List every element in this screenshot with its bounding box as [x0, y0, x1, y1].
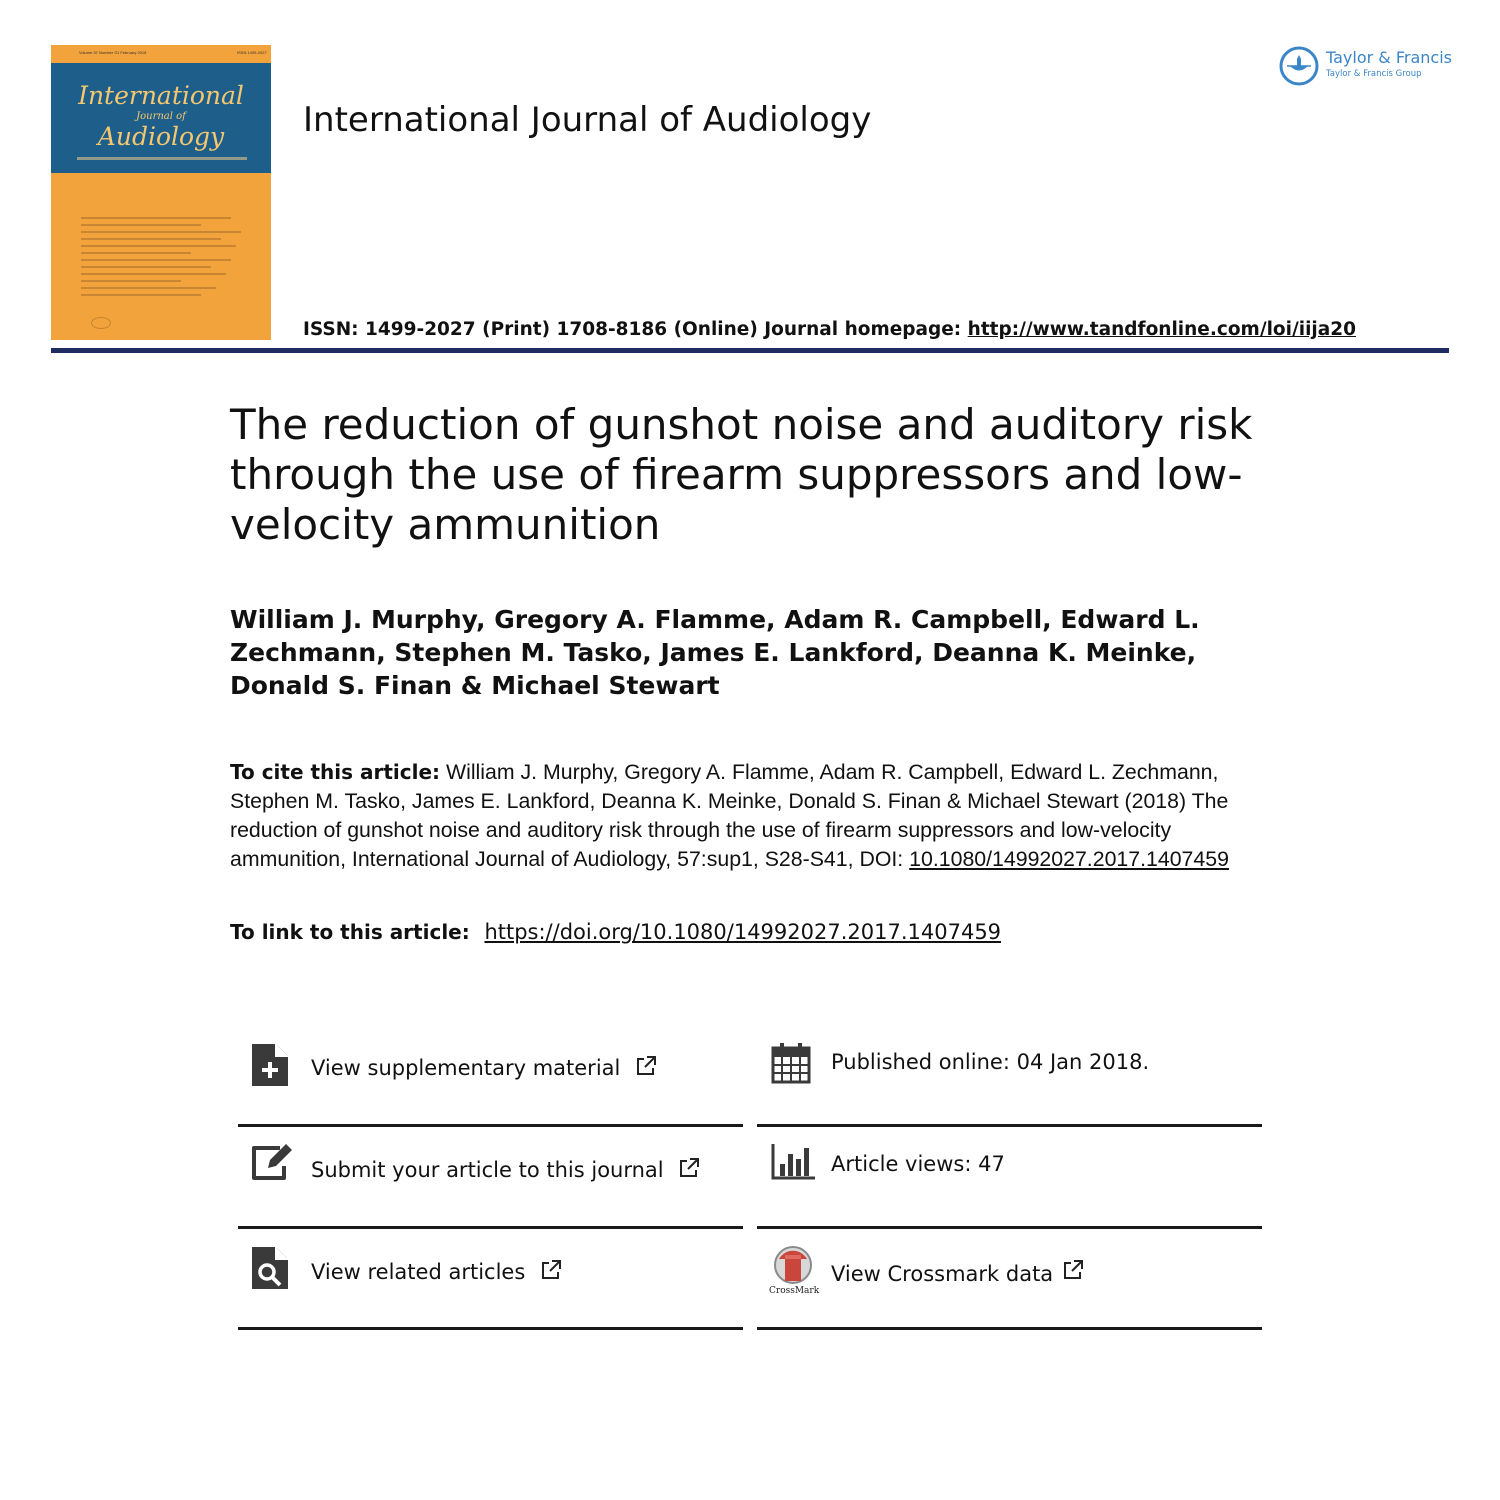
file-search-icon: [250, 1245, 290, 1291]
crossmark-link[interactable]: [757, 1243, 1262, 1315]
divider: [757, 1327, 1262, 1330]
journal-homepage-link[interactable]: http://www.tandfonline.com/loi/iija20: [967, 319, 1356, 340]
cover-contents-lines: [81, 217, 251, 301]
taylor-francis-logo-icon: [1278, 45, 1320, 87]
citation-label: To cite this article:: [230, 760, 441, 784]
issn-line: [303, 319, 1356, 340]
divider: [238, 1226, 743, 1229]
cover-subtitle-line: [77, 157, 247, 160]
article-title: The reduction of gunshot noise and auditory risk through the use of firearm suppressors and low-velocity ammunition: [230, 400, 1253, 549]
divider: [238, 1327, 743, 1330]
crossmark-logo-text: CrossMark: [769, 1286, 820, 1296]
journal-title: International Journal of Audiology: [303, 100, 872, 140]
cover-logo-icon: [91, 317, 111, 329]
supplementary-label: View supplementary material: [311, 1056, 621, 1080]
edit-icon: [250, 1142, 294, 1182]
publisher-group: Taylor & Francis Group: [1326, 69, 1422, 79]
article-link-line: [230, 920, 1001, 944]
article-authors: William J. Murphy, Gregory A. Flamme, Adam R. Campbell, Edward L. Zechmann, Stephen M. Tasko, James E. Lankford, Deanna K. Meinke, Donald S. Finan & Michael Stewart: [230, 605, 1200, 700]
file-plus-icon: [250, 1042, 290, 1088]
header-rule: [51, 348, 1449, 353]
external-link-icon: [678, 1157, 700, 1179]
issn-text: ISSN: 1499-2027 (Print) 1708-8186 (Online) Journal homepage:: [303, 319, 962, 340]
submit-label: Submit your article to this journal: [311, 1158, 664, 1182]
article-link-label: To link to this article:: [230, 920, 470, 944]
article-views-text: Article views: 47: [831, 1152, 1005, 1176]
external-link-icon: [540, 1259, 562, 1281]
cover-title-line1: International: [78, 81, 244, 110]
cover-title-line2: Journal of: [136, 111, 186, 122]
journal-cover: [51, 45, 271, 340]
published-online-info: [757, 1040, 1262, 1112]
calendar-icon: [771, 1042, 811, 1084]
divider: [757, 1124, 1262, 1127]
bar-chart-icon: [771, 1142, 817, 1182]
external-link-icon: [1062, 1259, 1084, 1281]
cover-issn: ISSN 1499-2027: [237, 50, 267, 55]
external-link-icon: [635, 1055, 657, 1077]
cover-volume: Volume 57 Number S1 February 2018: [79, 50, 147, 55]
publisher-logo[interactable]: [1278, 45, 1450, 87]
divider: [757, 1226, 1262, 1229]
published-online-text: Published online: 04 Jan 2018.: [831, 1050, 1150, 1074]
publisher-name: Taylor & Francis: [1326, 48, 1452, 67]
article-doi-link[interactable]: https://doi.org/10.1080/14992027.2017.1407459: [484, 920, 1002, 944]
citation-block: [230, 758, 1280, 874]
cover-title-line3: Audiology: [97, 122, 225, 151]
related-articles-link[interactable]: [238, 1243, 743, 1315]
citation-text: William J. Murphy, Gregory A. Flamme, Adam R. Campbell, Edward L. Zechmann, Stephen M. Tasko, James E. Lankford, Deanna K. Meinke, Donald S. Finan & Michael Stewart (2018) The reduction of gunshot noise and auditory risk through the use of firearm suppressors and low-velocity ammunition, International Journal of Audiology, 57:sup1, S28-S41, DOI:: [230, 760, 1229, 871]
citation-doi-link[interactable]: 10.1080/14992027.2017.1407459: [909, 847, 1229, 871]
crossmark-label: View Crossmark data: [831, 1262, 1054, 1286]
crossmark-icon: [773, 1245, 813, 1285]
related-label: View related articles: [311, 1260, 526, 1284]
article-views-info: [757, 1140, 1262, 1212]
divider: [238, 1124, 743, 1127]
submit-article-link[interactable]: [238, 1140, 743, 1212]
supplementary-link[interactable]: [238, 1040, 743, 1112]
